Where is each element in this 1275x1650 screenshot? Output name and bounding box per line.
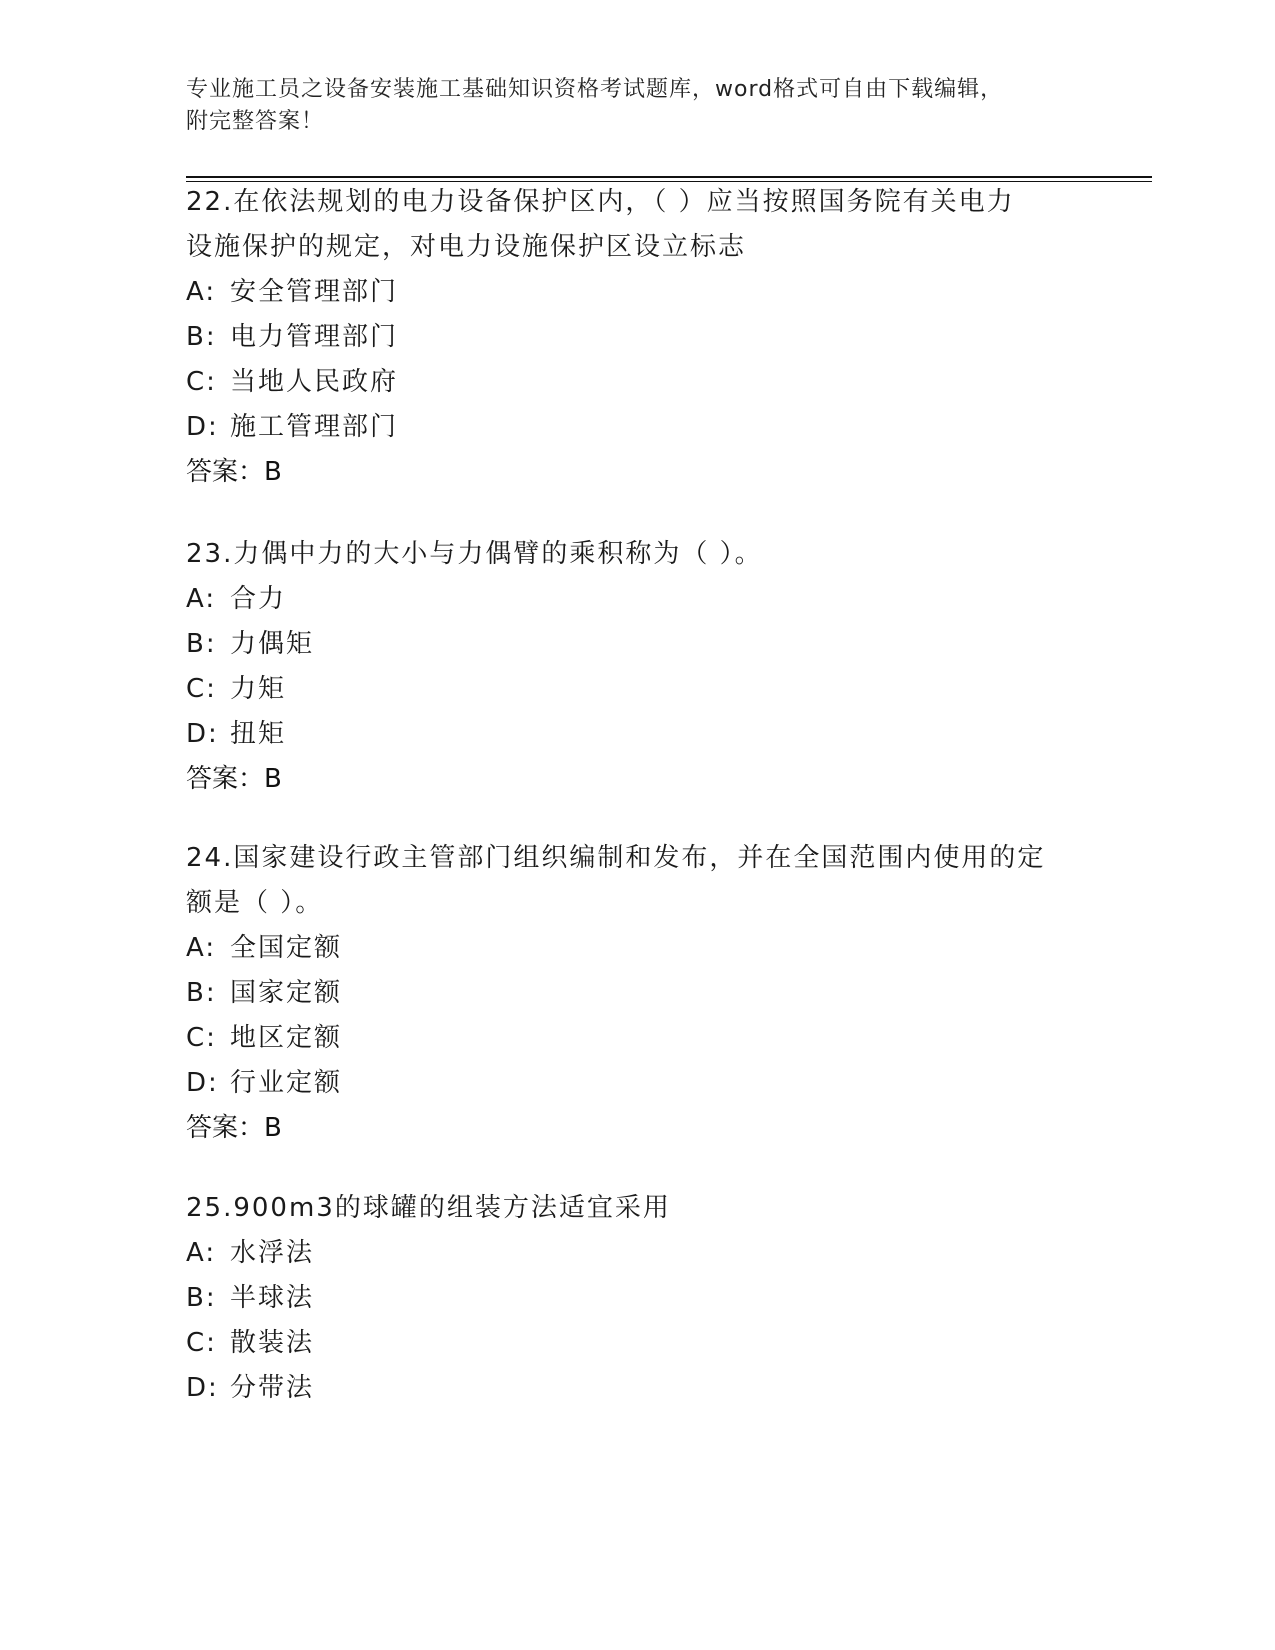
option-c	[186, 1016, 1106, 1061]
question-stem-line-1: 23.力偶中力的大小与力偶臂的乘积称为（ ）。	[186, 539, 763, 569]
option-text: 散装法	[230, 1328, 315, 1358]
question-23	[186, 532, 1106, 802]
option-text: 当地人民政府	[230, 367, 399, 397]
answer-line: 答案：B	[186, 457, 282, 487]
option-letter: A:	[186, 933, 217, 963]
option-text: 施工管理部门	[230, 412, 399, 442]
option-letter: B:	[186, 978, 217, 1008]
header-divider-thick	[186, 176, 1152, 178]
option-text: 安全管理部门	[230, 277, 399, 307]
option-letter: C:	[186, 367, 217, 397]
option-b	[186, 1276, 1106, 1321]
option-b	[186, 315, 1106, 360]
header-title-line-1: 专业施工员之设备安装施工基础知识资格考试题库，word格式可自由下载编辑，	[186, 77, 1004, 102]
option-b	[186, 971, 1106, 1016]
option-a	[186, 926, 1106, 971]
question-stem-line-1: 25.900m3的球罐的组装方法适宜采用	[186, 1193, 671, 1223]
option-text: 力偶矩	[230, 629, 315, 659]
option-letter: D:	[186, 1373, 219, 1403]
option-text: 分带法	[230, 1373, 315, 1403]
option-c	[186, 360, 1106, 405]
option-text: 水浮法	[230, 1238, 315, 1268]
option-c	[186, 1321, 1106, 1366]
option-c	[186, 667, 1106, 712]
document-header	[186, 74, 1086, 138]
option-letter: B:	[186, 322, 217, 352]
option-d	[186, 1061, 1106, 1106]
option-letter: A:	[186, 584, 217, 614]
option-d	[186, 1366, 1106, 1411]
option-text: 力矩	[230, 674, 287, 704]
question-stem-line-1: 24.国家建设行政主管部门组织编制和发布，并在全国范围内使用的定	[186, 843, 1046, 873]
option-letter: B:	[186, 629, 217, 659]
option-letter: D:	[186, 719, 219, 749]
option-b	[186, 622, 1106, 667]
option-letter: C:	[186, 1023, 217, 1053]
option-letter: D:	[186, 1068, 219, 1098]
header-title-line-2: 附完整答案！	[186, 109, 325, 134]
question-stem-line-1: 22.在依法规划的电力设备保护区内，（ ）应当按照国务院有关电力	[186, 187, 1015, 217]
option-text: 合力	[230, 584, 287, 614]
answer-line: 答案：B	[186, 764, 282, 794]
option-text: 国家定额	[230, 978, 343, 1008]
option-text: 半球法	[230, 1283, 315, 1313]
option-a	[186, 1231, 1106, 1276]
question-25	[186, 1186, 1106, 1411]
option-letter: B:	[186, 1283, 217, 1313]
option-d	[186, 712, 1106, 757]
question-22	[186, 180, 1106, 495]
question-stem-line-2: 设施保护的规定，对电力设施保护区设立标志	[186, 232, 747, 262]
option-letter: C:	[186, 674, 217, 704]
option-d	[186, 405, 1106, 450]
option-a	[186, 577, 1106, 622]
option-text: 全国定额	[230, 933, 343, 963]
option-letter: A:	[186, 277, 217, 307]
option-text: 扭矩	[230, 719, 287, 749]
option-a	[186, 270, 1106, 315]
option-letter: D:	[186, 412, 219, 442]
option-letter: C:	[186, 1328, 217, 1358]
option-text: 地区定额	[230, 1023, 343, 1053]
option-text: 行业定额	[230, 1068, 343, 1098]
option-letter: A:	[186, 1238, 217, 1268]
question-24	[186, 836, 1106, 1151]
option-text: 电力管理部门	[230, 322, 399, 352]
answer-line: 答案：B	[186, 1113, 282, 1143]
question-stem-line-2: 额是（ ）。	[186, 888, 324, 918]
